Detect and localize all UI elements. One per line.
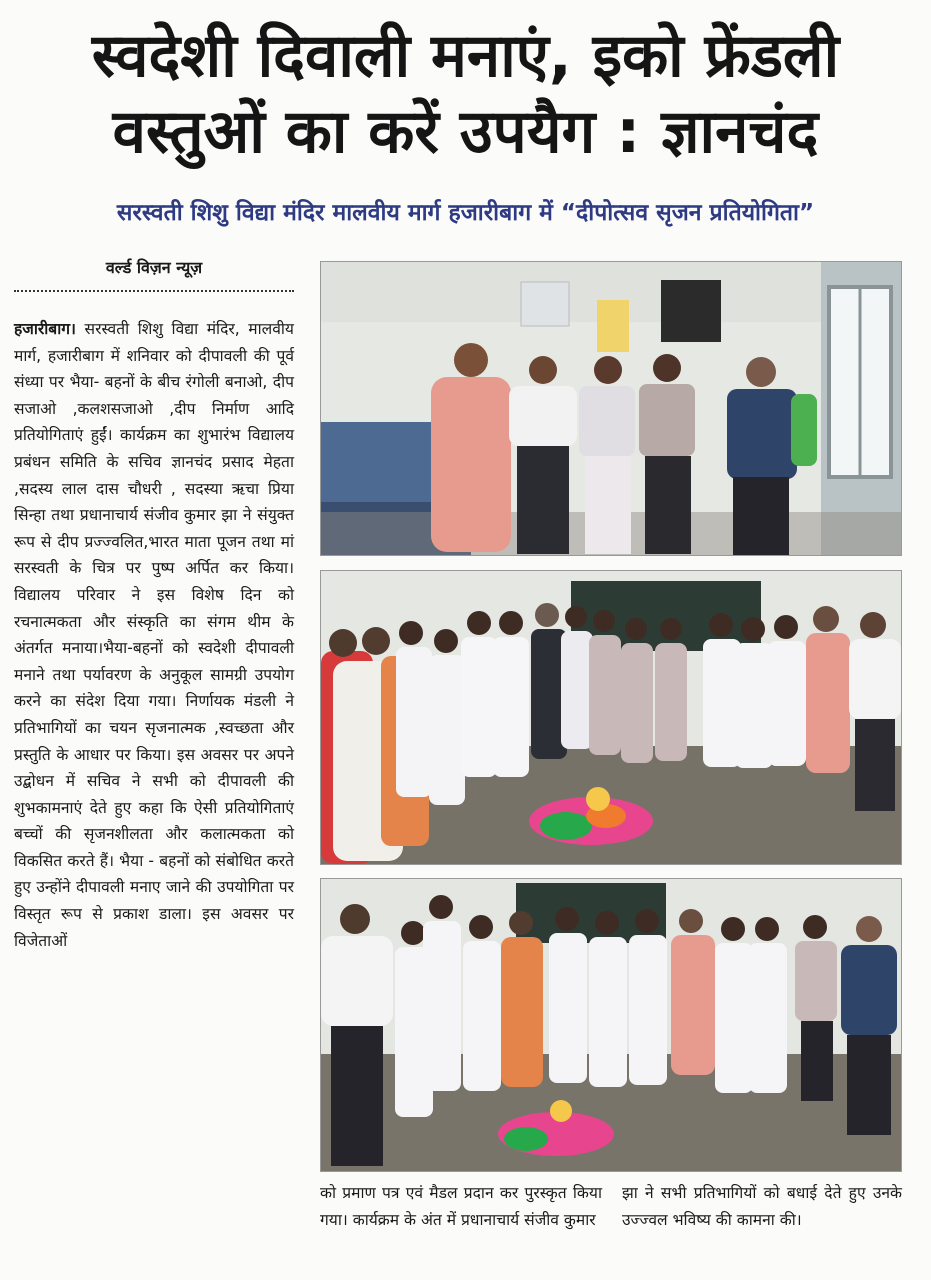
article-body-1: सरस्वती शिशु विद्या मंदिर, मालवीय मार्ग, हजारीबाग में शनिवार को दीपावली की पूर्व संध्या पर भैया- बहनों के बीच रंगोली बनाओ, दीप सजाओ ,कलशसजाओ ,दीप निर्माण आदि प्रतियोगिताएं हुईं। कार्यक्रम का शुभारंभ विद्यालय प्रबंधन समिति के सचिव ज्ञानचंद प्रसाद मेहता ,सदस्य लाल दास चौधरी , सदस्या ऋचा प्रिया सिन्हा तथा प्रधानाचार्य संजीव कुमार झा ने संयुक्त रूप से दीप प्रज्ज्वलित,भारत माता पूजन तथा मां सरस्वती के चित्र पर पुष्प अर्पित कर किया। विद्यालय परिवार ने इस विशेष दिन को रचनात्मकता और संस्कृति का संगम थीम के अंतर्गत मनाया।भैया-बहनों को स्वदेशी दीपावली मनाने तथा पर्यावरण के अनुकूल सामग्री उपयोग करने का संदेश दिया गया। निर्णायक मंडली ने प्रतिभागियों का चयन सृजनात्मक ,स्वच्छता और प्रस्तुति के आधार पर किया। इस अवसर पर अपने उद्बोधन में सचिव ने सभी को दीपावली की शुभकामनाएं देते हुए कहा कि ऐसी प्रतियोगिताएं बच्चों की सृजनशीलता और कलात्मकता को विकसित करते हैं। भैया - बहनों को संबोधित करते हुए उन्होंने दीपावली मनाए जाने की उपयोगिता पर विस्तृत रूप से प्रकाश डाला। इस अवसर पर विजेताओं <box>14 320 294 950</box>
article-column-3: झा ने सभी प्रतिभागियों को बधाई देते हुए उनके उज्ज्वल भविष्य की कामना की। <box>622 1184 902 1229</box>
article-dateline: हजारीबाग। <box>14 320 76 338</box>
photo-winners-group <box>320 878 902 1172</box>
headline-line-2: वस्तुओं का करें उपयैग : ज्ञानचंद <box>112 97 819 167</box>
photo-group-with-rangoli <box>320 570 902 865</box>
headline-line-1: स्वदेशी दिवाली मनाएं, इको फ्रेंडली <box>91 21 840 91</box>
byline-divider <box>14 290 294 292</box>
photo-guests-and-students <box>320 261 902 556</box>
article-column-2: को प्रमाण पत्र एवं मैडल प्रदान कर पुरस्कृत किया गया। कार्यक्रम के अंत में प्रधानाचार्य संजीव कुमार <box>320 1184 602 1229</box>
headline <box>0 18 931 170</box>
subheadline: सरस्वती शिशु विद्या मंदिर मालवीय मार्ग हजारीबाग में “दीपोत्सव सृजन प्रतियोगिता” <box>116 200 815 226</box>
byline: वर्ल्ड विज़न न्यूज़ <box>105 258 203 277</box>
article-column-1 <box>14 316 294 954</box>
